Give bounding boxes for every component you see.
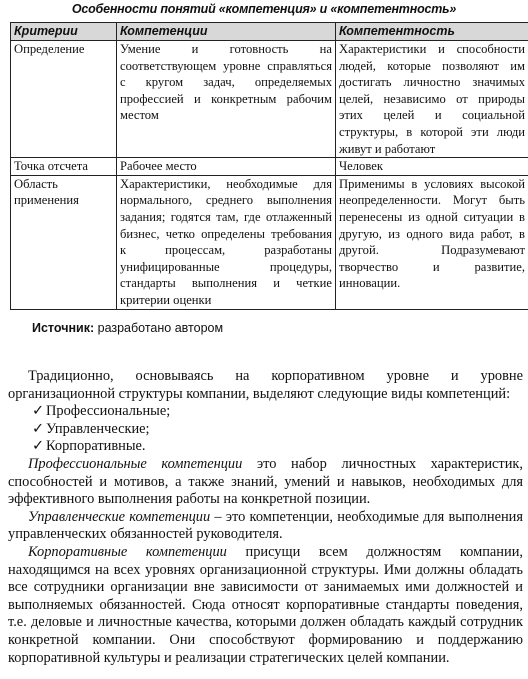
paragraph-managerial: [8, 509, 523, 544]
table-title: Особенности понятий «компетенция» и «компетентность»: [71, 2, 457, 16]
paragraph-professional: [8, 456, 523, 509]
table-row: [11, 175, 528, 309]
source-label: Источник:: [32, 321, 95, 335]
table-row: [11, 158, 528, 176]
cell-competence: Человек: [336, 158, 528, 176]
list-item: [8, 421, 523, 439]
comparison-table: [10, 22, 528, 310]
header-competencies: Компетенции: [117, 23, 336, 41]
source-note: [32, 321, 223, 335]
cell-competencies: Характеристики, необходимые для нормального, среднего выполнения задания; годятся там, где отлаженный бизнес, четко определены требования к процессам, разработаны унифицированные процедуры, стандарты выполнения и четкие критерии оценки: [117, 175, 336, 309]
body-text: [8, 368, 523, 667]
cell-competence: Применимы в условиях высокой неопределенности. Могут быть перенесены из одной ситуации в другую, из одного вида работ, в другой. Подразумевают творчество и развитие, инновации.: [336, 175, 528, 309]
term: Управленческие компетенции: [28, 508, 211, 525]
term: Корпоративные компетенции: [28, 543, 227, 560]
definition: это набор личностных характеристик, способностей и мотивов, а также знаний, умений и навыков, необходимых для эффективного выполнения работы на конкретной позиции.: [8, 455, 523, 508]
definition: – это компетенции, необходимые для выполнения управленческих обязанностей руководителя.: [8, 508, 523, 543]
cell-competencies: Рабочее место: [117, 158, 336, 176]
table-row: [11, 41, 528, 158]
cell-criterion: Область применения: [11, 175, 117, 309]
cell-competencies: Умение и готовность на соответствующем уровне справляться с кругом задач, определяемых профессией и конкретным рабочим местом: [117, 41, 336, 158]
table-header-row: [11, 23, 528, 41]
list-item: [8, 403, 523, 421]
intro-paragraph: Традиционно, основываясь на корпоративном уровне и уровне организационной структуры компании, выделяют следующие виды компетенций:: [8, 368, 523, 402]
list-item: [8, 438, 523, 456]
list-item-label: Управленческие;: [46, 420, 150, 437]
definition: присущи всем должностям компании, находящимся на всех уровнях организационной структуры. Ими должны обладать все сотрудники организации вне зависимости от занимаемых ими должностей и выполняемых обязанностей. Сюда относят корпоративные стандарты поведения, т.е. деловые и личностные качества, которыми должен обладать каждый сотрудник конкретной компании. Они способствуют формированию и поддержанию корпоративной культуры и реализации стратегических целей компании.: [8, 543, 523, 666]
header-competence: Компетентность: [336, 23, 528, 41]
cell-criterion: Точка отсчета: [11, 158, 117, 176]
cell-criterion: Определение: [11, 41, 117, 158]
header-criteria: Критерии: [11, 23, 117, 41]
list-item-label: Профессиональные;: [46, 403, 171, 420]
cell-competence: Характеристики и способности людей, которые позволяют им достигать личностно значимых целей, независимо от природы этих целей и социальной структуры, в которой эти люди живут и работают: [336, 41, 528, 158]
list-item-label: Корпоративные.: [46, 438, 146, 455]
check-mark-icon: ✓: [32, 420, 45, 437]
check-mark-icon: ✓: [32, 438, 45, 455]
term: Профессиональные компетенции: [28, 455, 243, 472]
source-text: разработано автором: [94, 321, 224, 335]
check-mark-icon: ✓: [32, 403, 45, 420]
paragraph-corporate: [8, 544, 523, 667]
